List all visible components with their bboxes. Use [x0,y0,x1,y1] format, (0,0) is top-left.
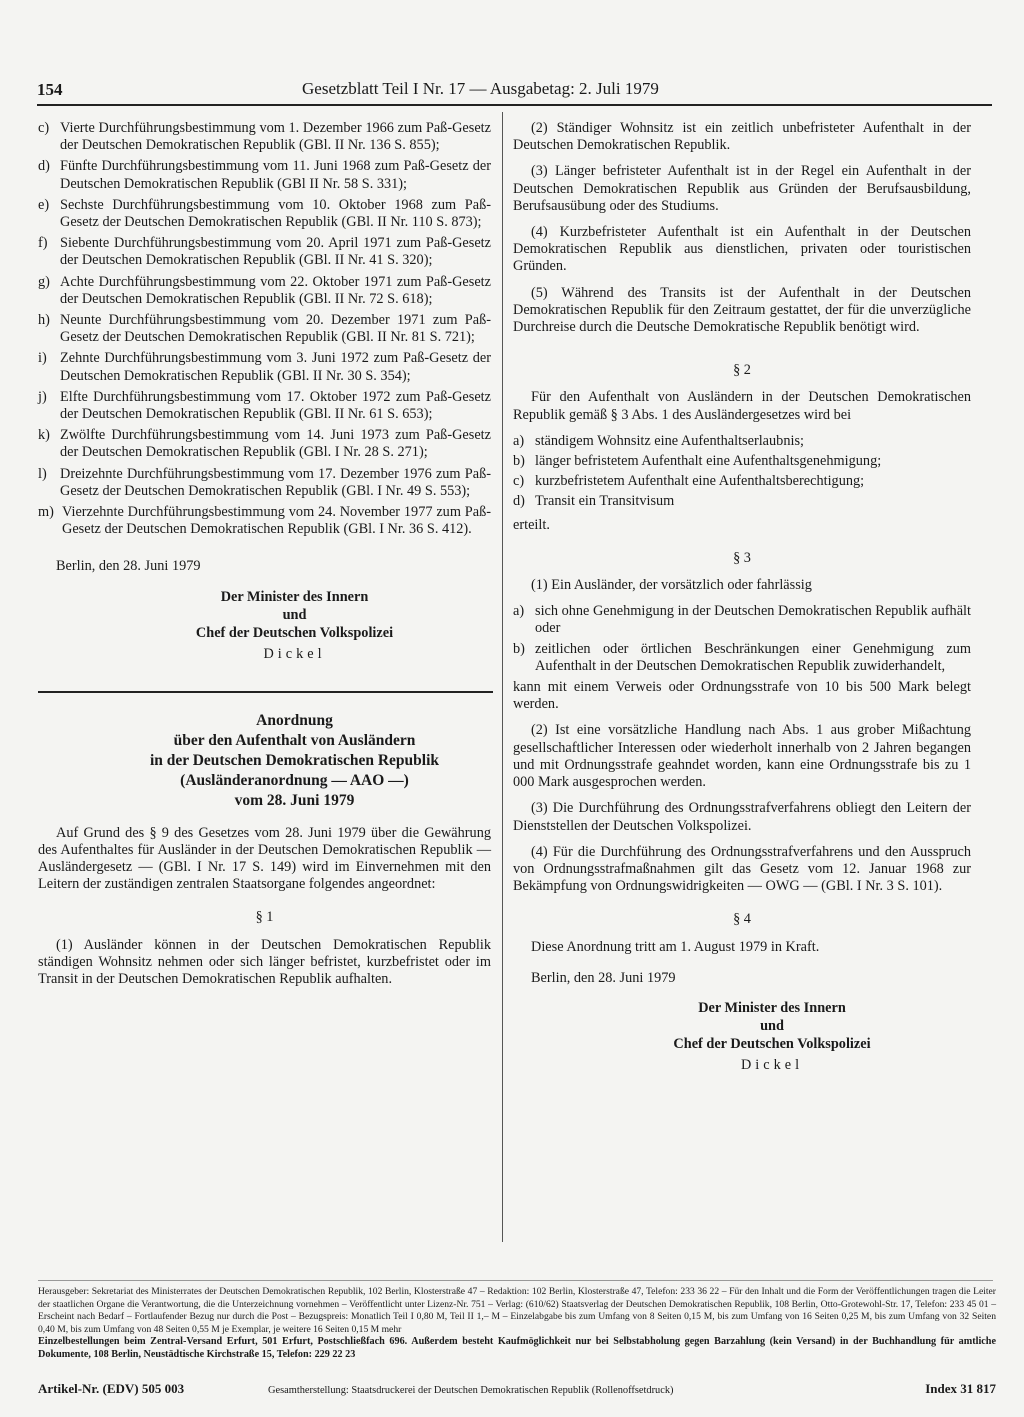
paragraph: (5) Während des Transits ist der Aufenthalt in der Deutschen Demokratischen Republik für den Zeitraum gestattet, der für die unverzügliche Durchreise durch die Deutsche Demokratische Republik benötigt wird. [513,284,971,336]
header-rule [37,104,992,106]
signatory-name: Dickel [740,1056,804,1073]
signature-block [98,588,491,663]
list-item-text: Neunte Durchführungsbestimmung vom 20. Dezember 1971 zum Paß-Gesetz der Deutschen Demokratischen Republik (GBl. II Nr. 81 S. 721); [60,312,491,346]
title-line: in der Deutschen Demokratischen Republik [149,751,440,769]
list-item-text: Vierzehnte Durchführungsbestimmung vom 24. November 1977 zum Paß-Gesetz der Deutschen Demokratischen Republik (GBl. I Nr. 36 S. 412). [62,504,491,538]
list-item [513,453,971,470]
paragraph: Diese Anordnung tritt am 1. August 1979 in Kraft. [531,938,820,955]
section-heading: § 1 [255,909,274,926]
printer-note: Gesamtherstellung: Staatsdruckerei der Deutschen Demokratischen Republik (Rollenoffsetdruck) [268,1385,674,1396]
list-item-text: Elfte Durchführungsbestimmung vom 17. Oktober 1972 zum Paß-Gesetz der Deutschen Demokratischen Republik (GBl. II Nr. 61 S. 653); [60,388,491,423]
paragraph: (1) Ausländer können in der Deutschen Demokratischen Republik ständigen Wohnsitz nehmen oder sich länger befristet, kurzbefristet oder im Transit in der Deutschen Demokratischen Republik aufhalten. [38,936,491,988]
footer-rule [38,1280,993,1281]
list-item [513,493,971,510]
list-item-label: g) [38,273,50,290]
list-item [38,120,491,154]
signature-line: Der Minister des Innern [698,999,846,1016]
signatory-name: Dickel [263,645,326,662]
list-item-text: Zehnte Durchführungsbestimmung vom 3. Juni 1972 zum Paß-Gesetz der Deutschen Demokratischen Republik (GBl. II Nr. 30 S. 354); [60,350,491,384]
list-item [513,641,971,675]
list-item-label: d) [513,493,525,510]
preamble: Auf Grund des § 9 des Gesetzes vom 28. Juni 1979 über die Gewährung des Aufenthaltes für Ausländer in der Deutschen Demokratischen Republik — Ausländergesetz — (GBl. I Nr. 17 S. 149) wird im Einvernehmen mit den Leitern der zuständigen zentralen Staatsorgane folgendes angeordnet: [38,824,491,893]
list-item-label: a) [513,603,525,620]
page-number: 154 [37,80,63,99]
list-item-text: sich ohne Genehmigung in der Deutschen Demokratischen Republik aufhält oder [535,603,971,637]
signature-line: und [760,1017,784,1034]
paragraph: (3) Länger befristeter Aufenthalt ist in der Regel ein Aufenthalt in der Deutschen Demokratischen Republik aus Gründen der Berufsausbildung, Berufsausübung oder des Studiums. [513,163,971,214]
list-item-text: Transit ein Transitvisum [535,493,675,510]
imprint-text: Herausgeber: Sekretariat des Ministerrates der Deutschen Demokratischen Republik, 102 Berlin, Klosterstraße 47 – Redaktion: 102 Berlin, Klosterstraße 47, Telefon: 233 36 22 – Für den Inhalt und die Form der Veröffentlichungen tragen die Leiter der staatlichen Organe die Verantwortung, die die Unterzeichnung vornehmen – Veröffentlicht unter Lizenz-Nr. 751 – Verlag: (610/62) Staatsverlag der Deutschen Demokratischen Republik, 108 Berlin, Otto-Grotewohl-Str. 17, Telefon: 233 45 01 – Erscheint nach Bedarf – Fortlaufender Bezug nur durch die Post – Bezugspreis: Monatlich Teil I 0,80 M, Teil II 1,– M – Einzelabgabe bis zum Umfang von 8 Seiten 0,15 M, bis zum Umfang von 16 Seiten 0,25 M, bis zum Umfang von 32 Seiten 0,40 M, bis zum Umfang von 48 Seiten 0,55 M je Exemplar, je weitere 16 Seiten 0,15 M mehr [38,1286,996,1335]
list-item [38,389,491,423]
paragraph: (2) Ist eine vorsätzliche Handlung nach Abs. 1 aus grober Mißachtung gesellschaftlicher Interessen oder wiederholt innerhalb von 2 Jahren begangen und mit Ordnungsstrafe geahndet worden, kann eine Ordnungsstrafe bis zu 1 000 Mark ausgesprochen werden. [513,722,971,791]
paragraph: (4) Kurzbefristeter Aufenthalt ist ein Aufenthalt in der Deutschen Demokratischen Republik aus dienstlichen, privaten oder touristischen Gründen. [513,224,971,275]
signature-line: Chef der Deutschen Volkspolizei [195,624,394,641]
list-item [38,274,491,308]
signature-line: und [282,606,307,623]
paragraph: kann mit einem Verweis oder Ordnungsstrafe von 10 bis 500 Mark belegt werden. [513,679,971,713]
right-column [513,120,971,1074]
orders-text: Einzelbestellungen beim Zentral-Versand Erfurt, 501 Erfurt, Postschließfach 696. Außerdem besteht Kaufmöglichkeit nur bei Selbstabholung gegen Barzahlung (kein Versand) in der Buchhandlung für amtliche Dokumente, 108 Berlin, Neustädtische Kirchstraße 15, Telefon: 229 22 23 [38,1336,996,1360]
list-item-label: k) [38,427,50,444]
signature-line: Der Minister des Innern [220,588,369,605]
article-number: Artikel-Nr. (EDV) 505 003 [38,1381,185,1396]
section-heading: § 3 [733,549,751,566]
imprint-footer [38,1286,996,1361]
title-line: (Ausländeranordnung — AAO —) [180,771,409,789]
list-item-text: kurzbefristetem Aufenthalt eine Aufenthaltsberechtigung; [535,473,865,490]
list-item [38,350,491,384]
list-item-text: Sechste Durchführungsbestimmung vom 10. Oktober 1968 zum Paß-Gesetz der Deutschen Demokratischen Republik (GBl. II Nr. 110 S. 873); [60,196,491,231]
list-item-text: Fünfte Durchführungsbestimmung vom 11. Juni 1968 zum Paß-Gesetz der Deutschen Demokratischen Republik (GBl II Nr. 58 S. 331); [60,158,491,192]
list-item-text: zeitlichen oder örtlichen Beschränkungen einer Genehmigung zum Aufenthalt in der Deutschen Demokratischen Republik zuwiderhandelt, [535,640,971,674]
list-item-label: m) [38,504,54,521]
footer-bottom-line [38,1381,996,1397]
running-head: Gesetzblatt Teil I Nr. 17 — Ausgabetag: 2. Juli 1979 [302,79,659,98]
list-item-label: d) [38,158,50,175]
paragraph: (4) Für die Durchführung des Ordnungsstrafverfahrens und den Ausspruch von Ordnungsstrafmaßnahmen gilt das Gesetz vom 12. Januar 1968 zur Bekämpfung von Ordnungswidrigkeiten — OWG — (GBl. I Nr. 3 S. 101). [513,843,971,895]
column-divider [502,112,503,1242]
list-item-text: Achte Durchführungsbestimmung vom 22. Oktober 1971 zum Paß-Gesetz der Deutschen Demokratischen Republik (GBl. II Nr. 72 S. 618); [60,273,491,307]
document-title [98,711,491,811]
list-item-text: Dreizehnte Durchführungsbestimmung vom 17. Dezember 1976 zum Paß-Gesetz der Deutschen Demokratischen Republik (GBl. I Nr. 49 S. 553); [60,465,491,499]
section-heading: § 2 [733,362,751,379]
ordinance-list [38,120,491,538]
list-item [38,197,491,231]
list-item-label: c) [38,120,50,136]
list-item [38,427,491,461]
list-item-label: a) [513,432,525,449]
title-line: über den Aufenthalt von Ausländern [173,731,416,749]
list-item-text: Vierte Durchführungsbestimmung vom 1. Dezember 1966 zum Paß-Gesetz der Deutschen Demokratischen Republik (GBl. II Nr. 136 S. 855); [60,120,491,154]
list-item [38,158,491,192]
title-line: vom 28. Juni 1979 [234,791,355,809]
section-heading: § 4 [733,911,751,928]
list-item [513,433,971,450]
list-item-label: e) [38,196,50,213]
list-item-label: i) [38,350,47,367]
signature-block [573,999,971,1074]
paragraph: (3) Die Durchführung des Ordnungsstrafverfahrens obliegt den Leitern der Dienststellen der Deutschen Volkspolizei. [513,800,971,834]
list-item-text: Siebente Durchführungsbestimmung vom 20. April 1971 zum Paß-Gesetz der Deutschen Demokratischen Republik (GBl. II Nr. 41 S. 320); [60,235,491,269]
list-item [38,312,491,346]
list-item-label: b) [513,640,525,657]
list-item-label: l) [38,465,47,482]
paragraph: erteilt. [513,516,550,533]
list-item-label: b) [513,453,525,470]
paragraph: (1) Ein Ausländer, der vorsätzlich oder fahrlässig [531,577,812,594]
title-line: Anordnung [256,711,333,729]
list-item [38,504,491,538]
list-item [513,603,971,637]
list-item [38,466,491,500]
signature-line: Chef der Deutschen Volkspolizei [673,1035,871,1052]
list-item-text: Zwölfte Durchführungsbestimmung vom 14. Juni 1973 zum Paß-Gesetz der Deutschen Demokratischen Republik (GBl. I Nr. 28 S. 271); [60,427,491,461]
date-line: Berlin, den 28. Juni 1979 [531,969,676,986]
section-rule [38,691,493,693]
paragraph: (2) Ständiger Wohnsitz ist ein zeitlich unbefristeter Aufenthalt in der Deutschen Demokratischen Republik. [513,120,971,154]
list-item-label: c) [513,473,525,490]
left-column [38,120,491,997]
paragraph: Für den Aufenthalt von Ausländern in der Deutschen Demokratischen Republik gemäß § 3 Abs. 1 des Ausländergesetzes wird bei [513,389,971,423]
index-number: Index 31 817 [925,1381,996,1396]
list-item-label: f) [38,235,48,252]
list-item [38,235,491,269]
offence-list [513,603,971,675]
list-item-text: ständigem Wohnsitz eine Aufenthaltserlaubnis; [535,432,804,449]
list-item [513,473,971,490]
date-line: Berlin, den 28. Juni 1979 [56,558,201,575]
list-item-label: h) [38,312,50,329]
list-item-text: länger befristetem Aufenthalt eine Aufenthaltsgenehmigung; [535,453,882,470]
permit-list [513,433,971,511]
list-item-label: j) [38,388,47,405]
